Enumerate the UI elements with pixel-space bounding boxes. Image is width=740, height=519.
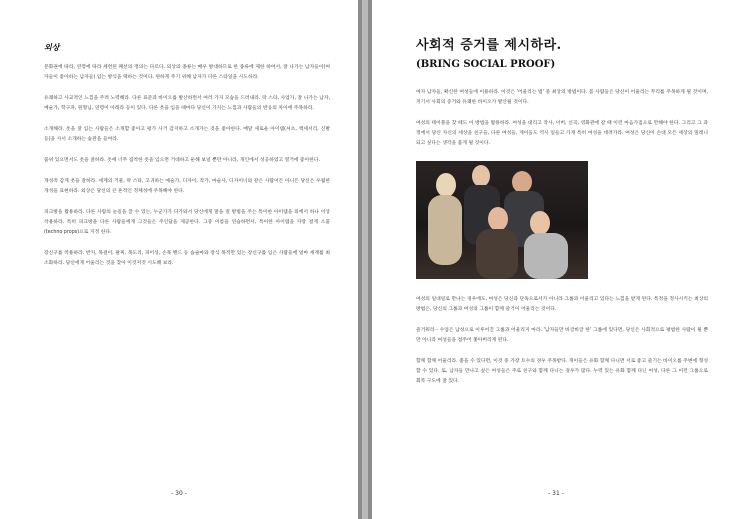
person-face	[530, 211, 550, 235]
paragraph: 피크방을 활용하라. 다른 사람의 눈길을 끌 수 있는, 누군가가 다가와서 당신에게 말을 걸 방법을 주는 특이한 아이템을 외에서 하나 이상 착용하라. 특히 피크방을 다른 사람들에게 그것들은 주인답을 제공한다. 그중 이름을 연습하면서, 특이한 아이템을 자랑 걸게 소품(techno props)으로 지정 한다.	[44, 210, 330, 235]
paragraph: 품위 있으면서도 옷을 잘하라. 옷에 너무 집착한 옷을 입으면 거대하고 둔해 보일 뿐만 아니라, 개인에서 성공하였고 열거에 좋아한다.	[44, 158, 321, 163]
person-face	[512, 171, 532, 193]
person-body	[428, 195, 462, 265]
paragraph: 문화권에 따라, 연령에 따라 세련된 패션의 정의는 다르다. 외상의 종류는 매우 방대하므로 한 종류에 제한 하여서, 잘 나가는 남자들이(여자들이 좋아하는 남자들) 입는 방식을 택하는 것이다. 편하게 주기 위해 남자가 다른 스타일을 시도하라.	[44, 65, 330, 80]
paragraph: 즐거워라 - 수업은 남성으로 이루어진 그룹과 어울리지 마라. '남자들만 바글바글 한' 그룹에 있다면, 당신은 사회적으로 평범한 사람이 될 뿐만 아니라 여성들을 접주어 쫓아버리게 된다.	[416, 328, 708, 343]
paragraph: 여성의 테이블을 찾 때도 이 방법을 활용하라. 여성을 대리고 작사, 이버, 신곡, 영화관에 갈 때 이런 마음가짐으로 만해야 한다. 그리고 그 과정에서 당신 자신의 세상을 친구들, 다른 여성들, 게이들도 역시 일들고 가게 특히 여성을 데려가라. 여성은 당신이 손대 모든 세상의 밀레니 되고 싶다는 생각을 품게 될 것이다.	[416, 121, 708, 146]
page-number: - 31 -	[548, 490, 564, 497]
page-number: - 30 -	[171, 490, 187, 497]
gutter-shadow	[358, 0, 362, 519]
right-page	[372, 0, 740, 519]
paragraph: 함께 함께 어울리라. 춤을 수 있다면, 이것 중 가장 트수의 경우 주목받다. 게이들은 유화 함께 다니면 서로 좋고 즐기는 바이오를 주변에 형성할 수 있다. 또, 남자들 만나고 싶은 여성들은 주로 친구와 함께 다니는 경우가 많다. 누력 있는 유화 함께 다닌 여성, 다른 그 이런 그룹으로 회복 구도에 잘 있다.	[416, 359, 708, 384]
paragraph: 개성적 감게 옷을 잘하라. 세계의 거물, 락 스타, 고귀하는 예술가, 디자이, 작가, 마술사, 디자이너와 같은 사람이든 아니든 당신은 우월한 개성을 표현하라. 외상은 당신의 큰 흔적인 정체성에 주목해야 한다.	[44, 179, 330, 194]
page-title: 사회적 증거를 제시하라.	[416, 38, 562, 53]
paragraph: 여성의 일대일로 만나는 경우에도, 여성은 당신과 단독으로서가 아니라 그룹과 어울리고 있다는 느낌을 받게 된다. 특정을 정사시키는 최상의 방법은, 당신의 그룹과 여성의 그룹이 함께 즐거이 어울리는 것이다.	[416, 297, 708, 312]
paragraph: 장신구를 착용하라. 반지, 목걸이, 팔찌, 목도리, 피어싱, 손목 밴드 등 습슬마와 장식 목적만 있는 장신구를 입은 사람들에 얼마 세계를 최소화하라. 당신에게 어울리는 것을 찾아 이것저것 시도해 보라.	[44, 251, 330, 266]
section-heading: 외상	[44, 43, 60, 52]
paragraph: 유쾌하고 사교적인 느낌을 주려 노력해라. 다른 표준과 바이오를 발산하면서 여러 가지 모습을 드러내라. 락 스타, 사업가, 잘 나가는 남자, 예술가, 학구파, 원형님, 연령이 아래라 등이 있다. 다른 옷을 입을 때마다 당신이 가지는 느낌과 사람들의 반응의 차이에 주목하라.	[44, 96, 330, 111]
person-face	[472, 165, 490, 187]
person-face	[436, 173, 456, 197]
paragraph: 여자 남자들, 확신한 여성들에 이용하라. 이것은 '어울리는 법' 중 최상의 방법이다. 몸 사람들은 당신이 어울리는 무리를 주목하게 될 것이며, 저기서 사회의 증거와 유쾌한 바이오가 발산될 것이다.	[416, 90, 708, 105]
group-photo	[416, 161, 588, 279]
person-body	[476, 229, 518, 279]
left-page	[0, 0, 358, 519]
person-face	[488, 207, 508, 231]
page-subtitle: (BRING SOCIAL PROOF)	[416, 59, 556, 70]
paragraph: 소개해라. 옷을 잘 입는 사람들은 소개할 좋아고 평가 사거 감지하고 소개가는 것을 좋아한다. 매달 새로운 아이템(셔츠, 액세서리, 신발 등)을 사서 소개하는 습관을 들여라.	[44, 127, 330, 142]
person-body	[524, 233, 568, 279]
